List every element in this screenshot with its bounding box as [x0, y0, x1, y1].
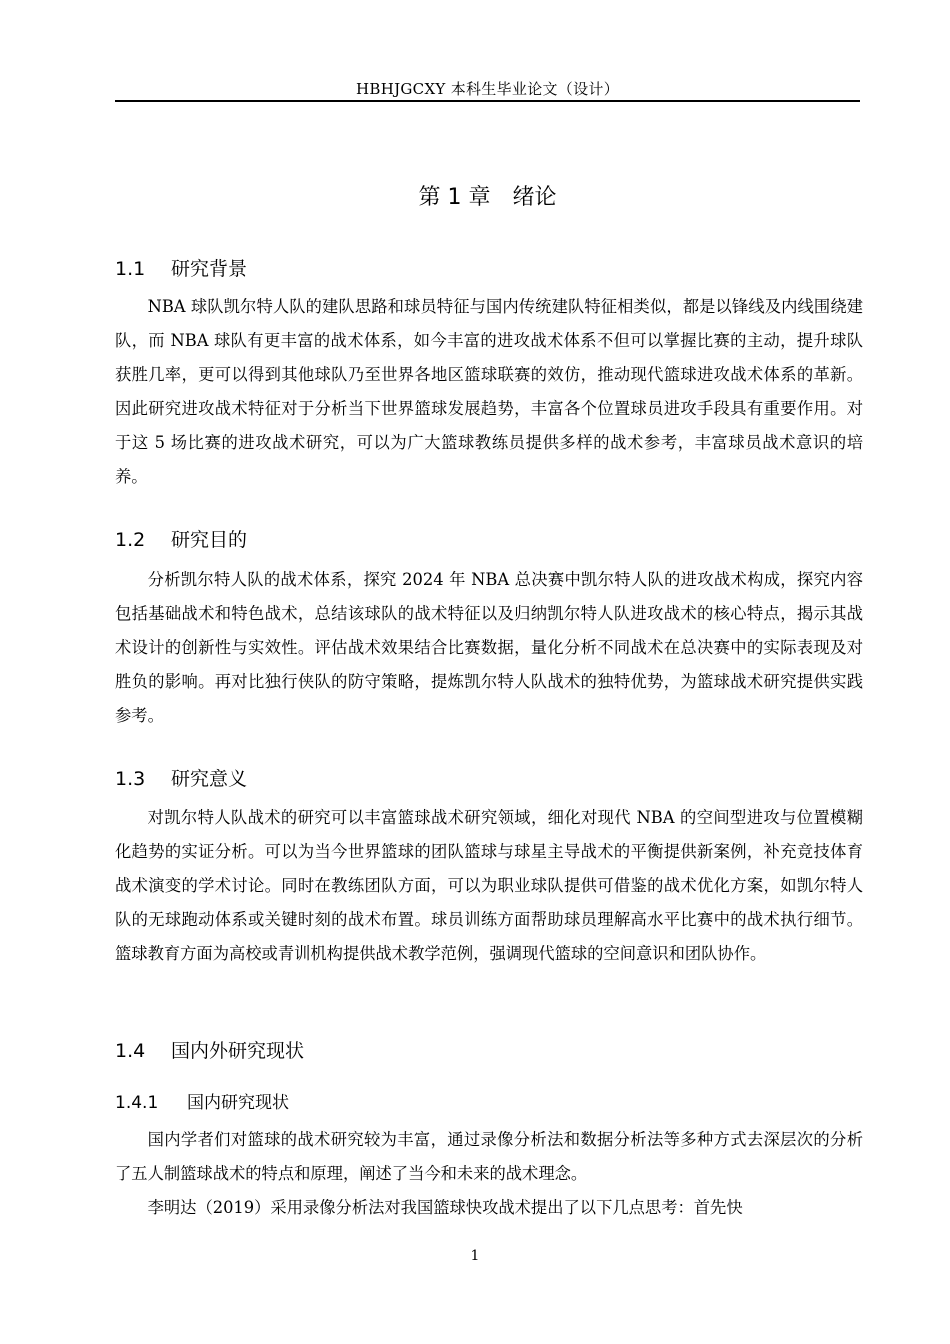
section-title: 研究目的 — [171, 529, 248, 551]
section-number: 1.2 — [115, 529, 146, 551]
page-header: HBHJGCXY 本科生毕业论文（设计） — [355, 80, 619, 98]
subsection-title: 国内研究现状 — [187, 1093, 289, 1113]
paragraph: 李明达（2019）采用录像分析法对我国篮球快攻战术提出了以下几点思考：首先快 — [147, 1198, 743, 1217]
page-number: 1 — [470, 1248, 480, 1264]
section-number: 1.3 — [115, 768, 146, 790]
section-heading-1-3 — [115, 764, 247, 791]
paragraph: 国内学者们对篮球的战术研究较为丰富，通过录像分析法和数据分析法等多种方式去深层次的分析了五人制篮球战术的特点和原理，阐述了当今和未来的战术理念。 — [115, 1130, 863, 1183]
chapter-title: 第 1 章 绪论 — [418, 185, 557, 210]
section-title: 国内外研究现状 — [171, 1040, 305, 1062]
section-title: 研究意义 — [171, 768, 248, 790]
subsection-number: 1.4.1 — [115, 1093, 159, 1113]
section-number: 1.4 — [115, 1040, 146, 1062]
subsection-heading-1-4-1 — [115, 1088, 289, 1113]
section-heading-1-1 — [115, 254, 247, 281]
section-number: 1.1 — [115, 258, 146, 280]
section-heading-1-2 — [115, 525, 247, 552]
header-divider — [115, 100, 860, 102]
paragraph: 分析凯尔特人队的战术体系，探究 2024 年 NBA 总决赛中凯尔特人队的进攻战术构成，探究内容包括基础战术和特色战术，总结该球队的战术特征以及归纳凯尔特人队进攻战术的核心特点，揭示其战术设计的创新性与实效性。评估战术效果结合比赛数据，量化分析不同战术在总决赛中的实际表现及对胜负的影响。再对比独行侠队的防守策略，提炼凯尔特人队战术的独特优势，为篮球战术研究提供实践参考。 — [115, 570, 863, 725]
section-title: 研究背景 — [171, 258, 248, 280]
paragraph: 对凯尔特人队战术的研究可以丰富篮球战术研究领域，细化对现代 NBA 的空间型进攻与位置模糊化趋势的实证分析。可以为当今世界篮球的团队篮球与球星主导战术的平衡提供新案例，补充竞技体育战术演变的学术讨论。同时在教练团队方面，可以为职业球队提供可借鉴的战术优化方案，如凯尔特人队的无球跑动体系或关键时刻的战术布置。球员训练方面帮助球员理解高水平比赛中的战术执行细节。篮球教育方面为高校或青训机构提供战术教学范例，强调现代篮球的空间意识和团队协作。 — [115, 808, 863, 963]
section-heading-1-4 — [115, 1036, 304, 1063]
paragraph: NBA 球队凯尔特人队的建队思路和球员特征与国内传统建队特征相类似，都是以锋线及内线围绕建队，而 NBA 球队有更丰富的战术体系，如今丰富的进攻战术体系不但可以掌握比赛的主动，提升球队获胜几率，更可以得到其他球队乃至世界各地区篮球联赛的效仿，推动现代篮球进攻战术体系的革新。因此研究进攻战术特征对于分析当下世界篮球发展趋势，丰富各个位置球员进攻手段具有重要作用。对于这 5 场比赛的进攻战术研究，可以为广大篮球教练员提供多样的战术参考，丰富球员战术意识的培养。 — [115, 297, 863, 486]
